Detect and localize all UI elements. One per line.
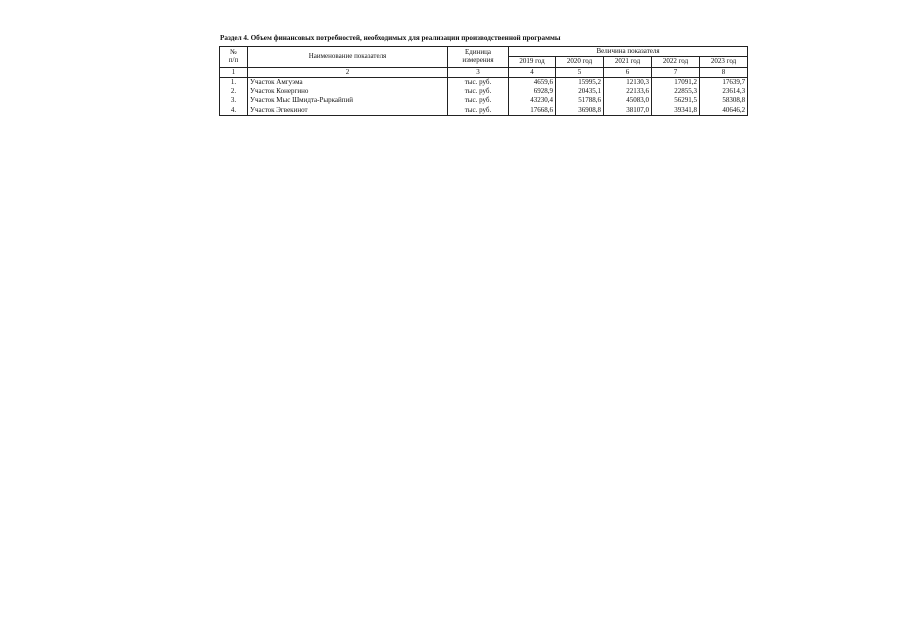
header-year: 2020 год [556,57,604,67]
row-name: Участок Эгвекинот [248,106,448,116]
header-num [220,47,248,68]
row-value: 43230,4 [509,96,556,105]
header-year: 2019 год [509,57,556,67]
column-number: 2 [248,67,448,77]
header-year: 2022 год [652,57,700,67]
row-value: 4659,6 [509,77,556,87]
table-row [220,87,748,96]
financial-needs-table [219,46,748,116]
row-value: 17639,7 [700,77,748,87]
section-title: Раздел 4. Объем финансовых потребностей, необходимых для реализации производственной программы [220,34,561,42]
row-value: 17091,2 [652,77,700,87]
row-name: Участок Амгуэма [248,77,448,87]
header-num-line1: № [230,48,237,57]
row-name: Участок Мыс Шмидта-Рыркайпий [248,96,448,105]
row-value: 36908,8 [556,106,604,116]
table-row [220,106,748,116]
column-number: 5 [556,67,604,77]
header-num-line2: п/п [228,55,239,64]
column-number: 1 [220,67,248,77]
row-value: 12130,3 [604,77,652,87]
row-num: 2. [220,87,248,96]
row-unit: тыс. руб. [448,106,509,116]
row-num: 3. [220,96,248,105]
column-number: 7 [652,67,700,77]
table-row [220,96,748,105]
row-value: 23614,3 [700,87,748,96]
row-value: 58308,8 [700,96,748,105]
column-number: 3 [448,67,509,77]
row-value: 22133,6 [604,87,652,96]
row-name: Участок Конергино [248,87,448,96]
row-value: 20435,1 [556,87,604,96]
row-unit: тыс. руб. [448,77,509,87]
row-num: 4. [220,106,248,116]
column-number: 6 [604,67,652,77]
row-num: 1. [220,77,248,87]
row-value: 45083,0 [604,96,652,105]
row-value: 51788,6 [556,96,604,105]
header-value-group: Величина показателя [509,47,748,57]
header-unit-line1: Единица [465,48,491,57]
column-number: 8 [700,67,748,77]
column-number: 4 [509,67,556,77]
row-unit: тыс. руб. [448,87,509,96]
row-value: 17668,6 [509,106,556,116]
row-value: 22855,3 [652,87,700,96]
header-year: 2023 год [700,57,748,67]
row-value: 39341,8 [652,106,700,116]
table-row [220,77,748,87]
column-numbers-row [220,67,748,77]
header-row [220,47,748,57]
header-name: Наименование показателя [248,47,448,68]
row-value: 38107,0 [604,106,652,116]
header-unit-line2: измерения [462,55,494,64]
row-value: 56291,5 [652,96,700,105]
header-unit [448,47,509,68]
row-value: 15995,2 [556,77,604,87]
row-unit: тыс. руб. [448,96,509,105]
row-value: 40646,2 [700,106,748,116]
header-year: 2021 год [604,57,652,67]
row-value: 6928,9 [509,87,556,96]
